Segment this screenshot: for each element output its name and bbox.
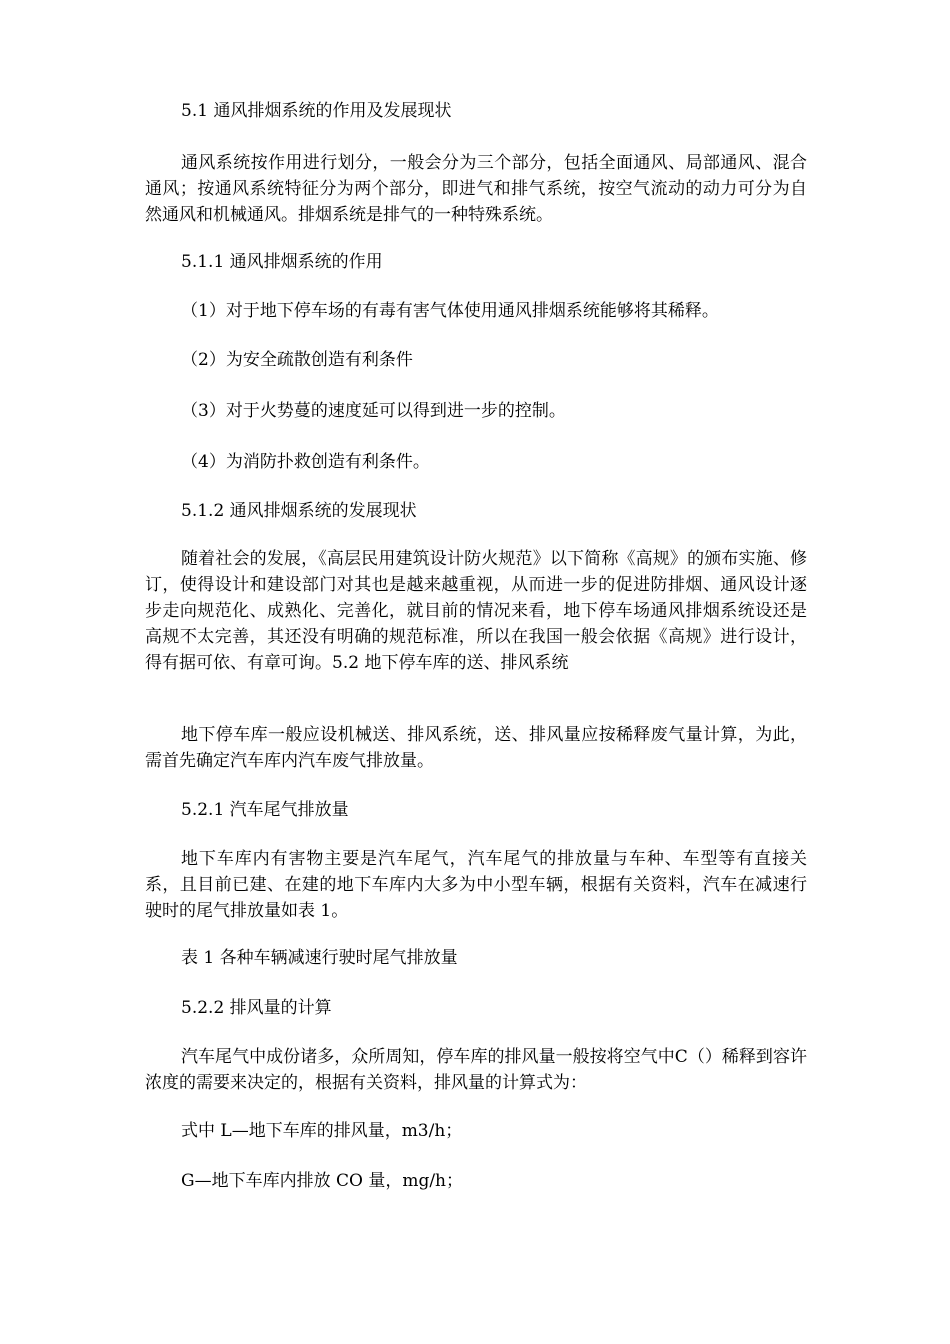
list-item: （4）为消防扑救创造有利条件。 bbox=[181, 452, 430, 472]
paragraph-development: 随着社会的发展，《高层民用建筑设计防火规范》以下简称《高规》的颁布实施、修订，使得设计和建设部门对其也是越来越重视，从而进一步的促进防排烟、通风设计逐步走向规范化、成熟化、完善化，就目前的情况来看，地下停车场通风排烟系统设还是高规不太完善，其还没有明确的规范标准，所以在我国一般会依据《高规》进行设计，得有据可依、有章可询。5.2 地下停车库的送、排风系统 bbox=[145, 549, 807, 673]
heading-5-2-2: 5.2.2 排风量的计算 bbox=[181, 998, 332, 1018]
heading-5-1-1: 5.1.1 通风排烟系统的作用 bbox=[181, 252, 383, 272]
list-item: （3）对于火势蔓的速度延可以得到进一步的控制。 bbox=[181, 401, 566, 421]
list-item: （2）为安全疏散创造有利条件 bbox=[181, 350, 413, 370]
definition-g: G—地下车库内排放 CO 量，mg/h； bbox=[181, 1171, 464, 1191]
paragraph-garage: 地下停车库一般应设机械送、排风系统，送、排风量应按稀释废气量计算，为此，需首先确定汽车库内汽车废气排放量。 bbox=[145, 725, 807, 771]
definition-l: 式中 L—地下车库的排风量，m3/h； bbox=[181, 1121, 463, 1141]
paragraph-exhaust: 地下车库内有害物主要是汽车尾气，汽车尾气的排放量与车种、车型等有直接关系，且目前已建、在建的地下车库内大多为中小型车辆，根据有关资料，汽车在减速行驶时的尾气排放量如表 1。 bbox=[145, 849, 807, 921]
heading-5-2-1: 5.2.1 汽车尾气排放量 bbox=[181, 800, 349, 820]
heading-5-1-2: 5.1.2 通风排烟系统的发展现状 bbox=[181, 501, 417, 521]
heading-5-1: 5.1 通风排烟系统的作用及发展现状 bbox=[181, 101, 452, 121]
paragraph-intro: 通风系统按作用进行划分，一般会分为三个部分，包括全面通风、局部通风、混合通风；按通风系统特征分为两个部分，即进气和排气系统，按空气流动的动力可分为自然通风和机械通风。排烟系统是排气的一种特殊系统。 bbox=[145, 153, 807, 225]
table-caption: 表 1 各种车辆减速行驶时尾气排放量 bbox=[181, 948, 458, 968]
paragraph-calc: 汽车尾气中成份诸多，众所周知，停车库的排风量一般按将空气中C（）稀释到容许浓度的需要来决定的，根据有关资料，排风量的计算式为： bbox=[145, 1047, 807, 1093]
list-item: （1）对于地下停车场的有毒有害气体使用通风排烟系统能够将其稀释。 bbox=[181, 301, 719, 321]
